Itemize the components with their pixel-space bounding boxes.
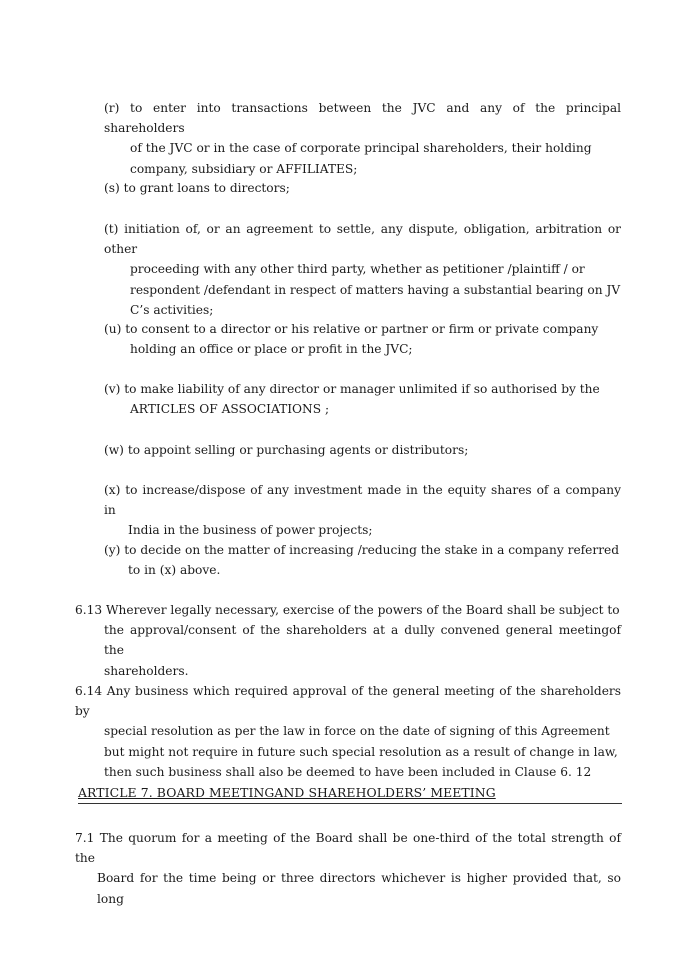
clause-6-14-line-4: then such business shall also be deemed to have been included in Clause 6. 12 bbox=[104, 764, 592, 779]
item-w-line-1: (w) to appoint selling or purchasing agents or distributors; bbox=[104, 443, 469, 457]
article-7-heading-text: ARTICLE 7. BOARD MEETINGAND SHAREHOLDERS’ MEETING bbox=[78, 785, 496, 800]
item-v bbox=[104, 379, 621, 419]
item-y-line-2: to in (x) above. bbox=[128, 563, 221, 578]
article-7-heading bbox=[78, 784, 622, 804]
clause-7-1-line-1: 7.1 The quorum for a meeting of the Board shall be one-third of the total strength of the bbox=[75, 831, 621, 866]
clause-6-13-line-1: 6.13 Wherever legally necessary, exercise of the powers of the Board shall be subject to bbox=[75, 603, 620, 617]
item-s-line-1: (s) to grant loans to directors; bbox=[104, 181, 290, 195]
item-y-line-1: (y) to decide on the matter of increasing /reducing the stake in a company referred bbox=[104, 543, 620, 557]
item-r bbox=[104, 98, 621, 179]
item-x bbox=[104, 480, 621, 541]
item-t-line-4: C’s activities; bbox=[130, 302, 214, 317]
clause-6-13 bbox=[75, 600, 621, 681]
item-t-line-2: proceeding with any other third party, whether as petitioner /plaintiff / or bbox=[130, 262, 585, 277]
item-v-line-2: ARTICLES OF ASSOCIATIONS ; bbox=[130, 402, 330, 417]
clause-6-14 bbox=[75, 681, 621, 782]
clause-6-14-line-2: special resolution as per the law in force on the date of signing of this Agreement bbox=[104, 724, 610, 739]
clause-7-1-line-2: Board for the time being or three directors whichever is higher provided that, so long bbox=[97, 871, 621, 906]
item-y bbox=[104, 540, 621, 580]
clause-6-13-line-3: shareholders. bbox=[104, 663, 189, 678]
item-u-line-1: (u) to consent to a director or his relative or partner or firm or private company bbox=[104, 322, 599, 336]
item-r-line-3: company, subsidiary or AFFILIATES; bbox=[130, 161, 358, 176]
clause-7-1 bbox=[75, 828, 621, 909]
item-x-line-2: India in the business of power projects; bbox=[128, 523, 373, 538]
item-u-line-2: holding an office or place or profit in the JVC; bbox=[130, 342, 413, 357]
clause-6-13-line-2: the approval/consent of the shareholders at a dully convened general meetingof the bbox=[104, 623, 621, 658]
item-r-line-1: (r) to enter into transactions between the JVC and any of the principal shareholders bbox=[104, 101, 621, 136]
item-w bbox=[104, 440, 621, 460]
item-t-line-3: respondent /defendant in respect of matters having a substantial bearing on JV bbox=[130, 282, 621, 297]
item-x-line-1: (x) to increase/dispose of any investment made in the equity shares of a company in bbox=[104, 483, 621, 518]
item-u bbox=[104, 319, 621, 359]
item-r-line-2: of the JVC or in the case of corporate principal shareholders, their holding bbox=[130, 141, 592, 156]
item-v-line-1: (v) to make liability of any director or manager unlimited if so authorised by the bbox=[104, 382, 600, 396]
clause-6-14-line-3: but might not require in future such special resolution as a result of change in law, bbox=[104, 744, 618, 759]
item-s bbox=[104, 178, 621, 198]
item-t-line-1: (t) initiation of, or an agreement to settle, any dispute, obligation, arbitration or other bbox=[104, 222, 621, 257]
item-t bbox=[104, 219, 621, 320]
clause-6-14-line-1: 6.14 Any business which required approval of the general meeting of the shareholders by bbox=[75, 684, 621, 719]
